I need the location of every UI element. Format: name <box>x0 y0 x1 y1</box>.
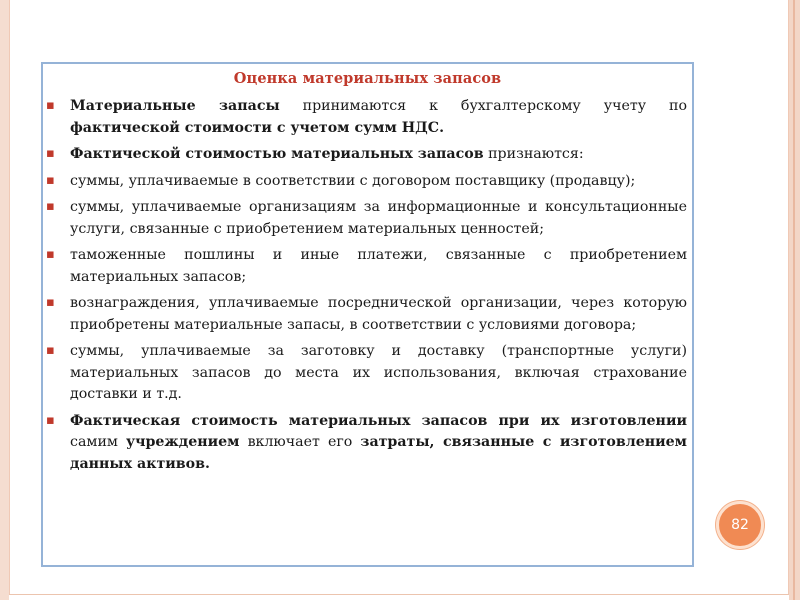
list-item <box>46 411 688 476</box>
bullet-icon: ▪ <box>46 295 55 310</box>
page-number: 82 <box>731 517 749 533</box>
bold-text: затраты, связанные с изготовлением данных активов. <box>70 434 688 472</box>
text: суммы, уплачиваемые организациям за информационные и консультационные услуги, связанные с приобретением материальных ценностей; <box>70 199 687 237</box>
content-box <box>41 62 694 567</box>
slide-right-stripe-line <box>793 0 795 600</box>
bullet-icon: ▪ <box>46 199 55 214</box>
list-item <box>46 293 687 336</box>
bold-text: учреждением <box>126 434 240 450</box>
slide-bottom-line <box>9 594 789 595</box>
text: самим <box>70 434 127 450</box>
slide-left-stripe <box>0 0 9 600</box>
bullet-icon: ▪ <box>46 343 55 358</box>
bold-text: Фактической стоимостью материальных запасов <box>70 146 484 162</box>
bullet-icon: ▪ <box>46 247 55 262</box>
bullet-icon: ▪ <box>46 98 55 113</box>
text: суммы, уплачиваемые за заготовку и доставку (транспортные услуги) материальных запасов до места их использования, включая страхование доставки и т.д. <box>70 343 687 402</box>
text: включает его <box>239 434 361 450</box>
bold-text: фактической стоимости с учетом сумм НДС. <box>70 119 445 136</box>
bold-text: Фактическая стоимость материальных запасов при их изготовлении <box>70 412 687 429</box>
list-item <box>46 144 687 166</box>
text: таможенные пошлины и иные платежи, связанные с приобретением материальных запасов; <box>70 247 687 285</box>
bullet-icon: ▪ <box>46 412 55 428</box>
text: принимаются к бухгалтерскому учету по <box>279 98 687 114</box>
text: суммы, уплачиваемые в соответствии с договором поставщику (продавцу); <box>70 172 636 189</box>
bold-text: Материальные запасы <box>70 98 280 114</box>
bullet-list <box>46 96 688 480</box>
list-item <box>46 245 687 288</box>
text: вознаграждения, уплачиваемые посреднической организации, через которую приобретены материальные запасы, в соответствии с условиями договора; <box>70 295 687 333</box>
bullet-icon: ▪ <box>46 172 55 188</box>
slide-title: Оценка материальных запасов <box>233 70 502 87</box>
page-number-badge <box>716 501 764 549</box>
list-item <box>46 96 687 139</box>
list-item <box>46 197 687 240</box>
text: признаются: <box>483 146 584 162</box>
list-item <box>46 171 687 193</box>
bullet-icon: ▪ <box>46 146 55 161</box>
list-item <box>46 341 687 406</box>
